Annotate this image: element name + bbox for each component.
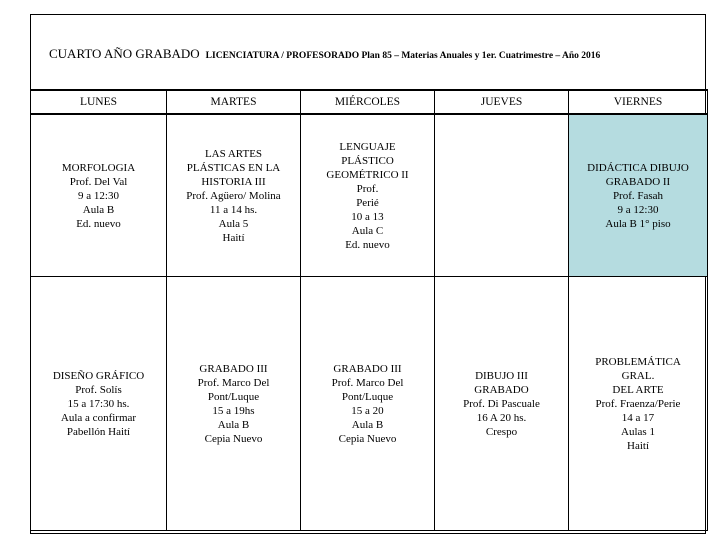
class-line: Ed. nuevo xyxy=(345,238,390,251)
class-cell-miercoles xyxy=(301,114,435,277)
class-line: Aula B xyxy=(82,203,115,216)
class-line: Prof. Marco Del xyxy=(331,376,404,389)
class-line: Aula B 1° piso xyxy=(605,217,671,230)
class-line: Prof. Di Pascuale xyxy=(463,397,540,410)
class-cell-jueves xyxy=(435,277,569,531)
class-line: Prof. Marco Del xyxy=(197,376,270,389)
class-line: Prof. Solís xyxy=(75,383,122,396)
header-row xyxy=(31,90,708,114)
class-line: Aula 5 xyxy=(218,217,249,230)
class-cell-martes xyxy=(167,114,301,277)
class-line: LENGUAJE xyxy=(339,140,396,153)
class-line: Aula B xyxy=(351,418,384,431)
class-line: Ed. nuevo xyxy=(76,217,121,230)
class-line: DIDÁCTICA DIBUJO xyxy=(587,161,689,174)
title-main: CUARTO AÑO GRABADO xyxy=(49,46,200,61)
day-header-lunes: LUNES xyxy=(31,90,167,114)
class-line: GRABADO II xyxy=(605,175,671,188)
class-line: 15 a 20 xyxy=(351,404,384,417)
day-header-viernes: VIERNES xyxy=(569,90,708,114)
class-line: PLÁSTICAS EN LA xyxy=(186,161,281,174)
class-line: 10 a 13 xyxy=(351,210,384,223)
class-line: PROBLEMÁTICA xyxy=(595,355,681,368)
class-line: Aula B xyxy=(217,418,250,431)
class-line: Pont/Luque xyxy=(341,390,394,403)
schedule-sheet xyxy=(30,14,706,534)
class-cell-lunes xyxy=(31,114,167,277)
class-line: GRABADO xyxy=(474,383,529,396)
class-line: MORFOLOGIA xyxy=(61,161,136,174)
class-line: HISTORIA III xyxy=(201,175,266,188)
day-header-jueves: JUEVES xyxy=(435,90,569,114)
class-cell-viernes xyxy=(569,277,708,531)
class-line: Perié xyxy=(356,196,379,209)
class-line: DIBUJO III xyxy=(475,369,528,382)
day-header-miercoles: MIÉRCOLES xyxy=(301,90,435,114)
day-header-martes: MARTES xyxy=(167,90,301,114)
class-line: Prof. Fasah xyxy=(612,189,664,202)
page-title xyxy=(49,45,600,63)
title-subtitle: LICENCIATURA / PROFESORADO Plan 85 – Materias Anuales y 1er. Cuatrimestre – Año 2016 xyxy=(205,51,601,61)
class-line: 14 a 17 xyxy=(621,411,655,424)
class-line: 9 a 12:30 xyxy=(617,203,659,216)
class-line: 9 a 12:30 xyxy=(78,189,119,202)
class-line: Cepia Nuevo xyxy=(338,432,397,445)
class-line: 15 a 19hs xyxy=(212,404,255,417)
class-line: Crespo xyxy=(485,425,518,438)
class-line: Haití xyxy=(627,439,649,452)
class-cell-jueves xyxy=(435,114,569,277)
class-line: Prof. xyxy=(356,182,379,195)
class-line: Prof. Fraenza/Perie xyxy=(595,397,681,410)
class-line: GRAL. xyxy=(621,369,655,382)
class-line: Aula C xyxy=(351,224,384,237)
class-line: GRABADO III xyxy=(199,362,268,375)
class-line: Prof. Del Val xyxy=(69,175,128,188)
class-line: Aula a confirmar xyxy=(60,411,137,424)
table-row xyxy=(31,277,708,531)
schedule-table xyxy=(30,89,708,531)
class-line: GEOMÉTRICO II xyxy=(326,168,409,181)
class-line: DEL ARTE xyxy=(612,383,664,396)
class-line: LAS ARTES xyxy=(204,147,263,160)
class-line: Pont/Luque xyxy=(207,390,260,403)
class-line: Pabellón Haití xyxy=(66,425,131,438)
class-line: Aulas 1 xyxy=(621,425,655,438)
class-cell-miercoles xyxy=(301,277,435,531)
class-line: Cepia Nuevo xyxy=(204,432,263,445)
class-line: GRABADO III xyxy=(333,362,402,375)
class-line: 16 A 20 hs. xyxy=(476,411,527,424)
class-cell-martes xyxy=(167,277,301,531)
class-cell-lunes xyxy=(31,277,167,531)
class-line: DISEÑO GRÁFICO xyxy=(52,369,145,382)
class-line: PLÁSTICO xyxy=(341,154,394,167)
class-cell-viernes xyxy=(569,114,708,277)
class-line: 15 a 17:30 hs. xyxy=(67,397,130,410)
class-line: Prof. Agüero/ Molina xyxy=(186,189,281,202)
table-row xyxy=(31,114,708,277)
class-line: Haití xyxy=(222,231,245,244)
class-line: 11 a 14 hs. xyxy=(209,203,258,216)
